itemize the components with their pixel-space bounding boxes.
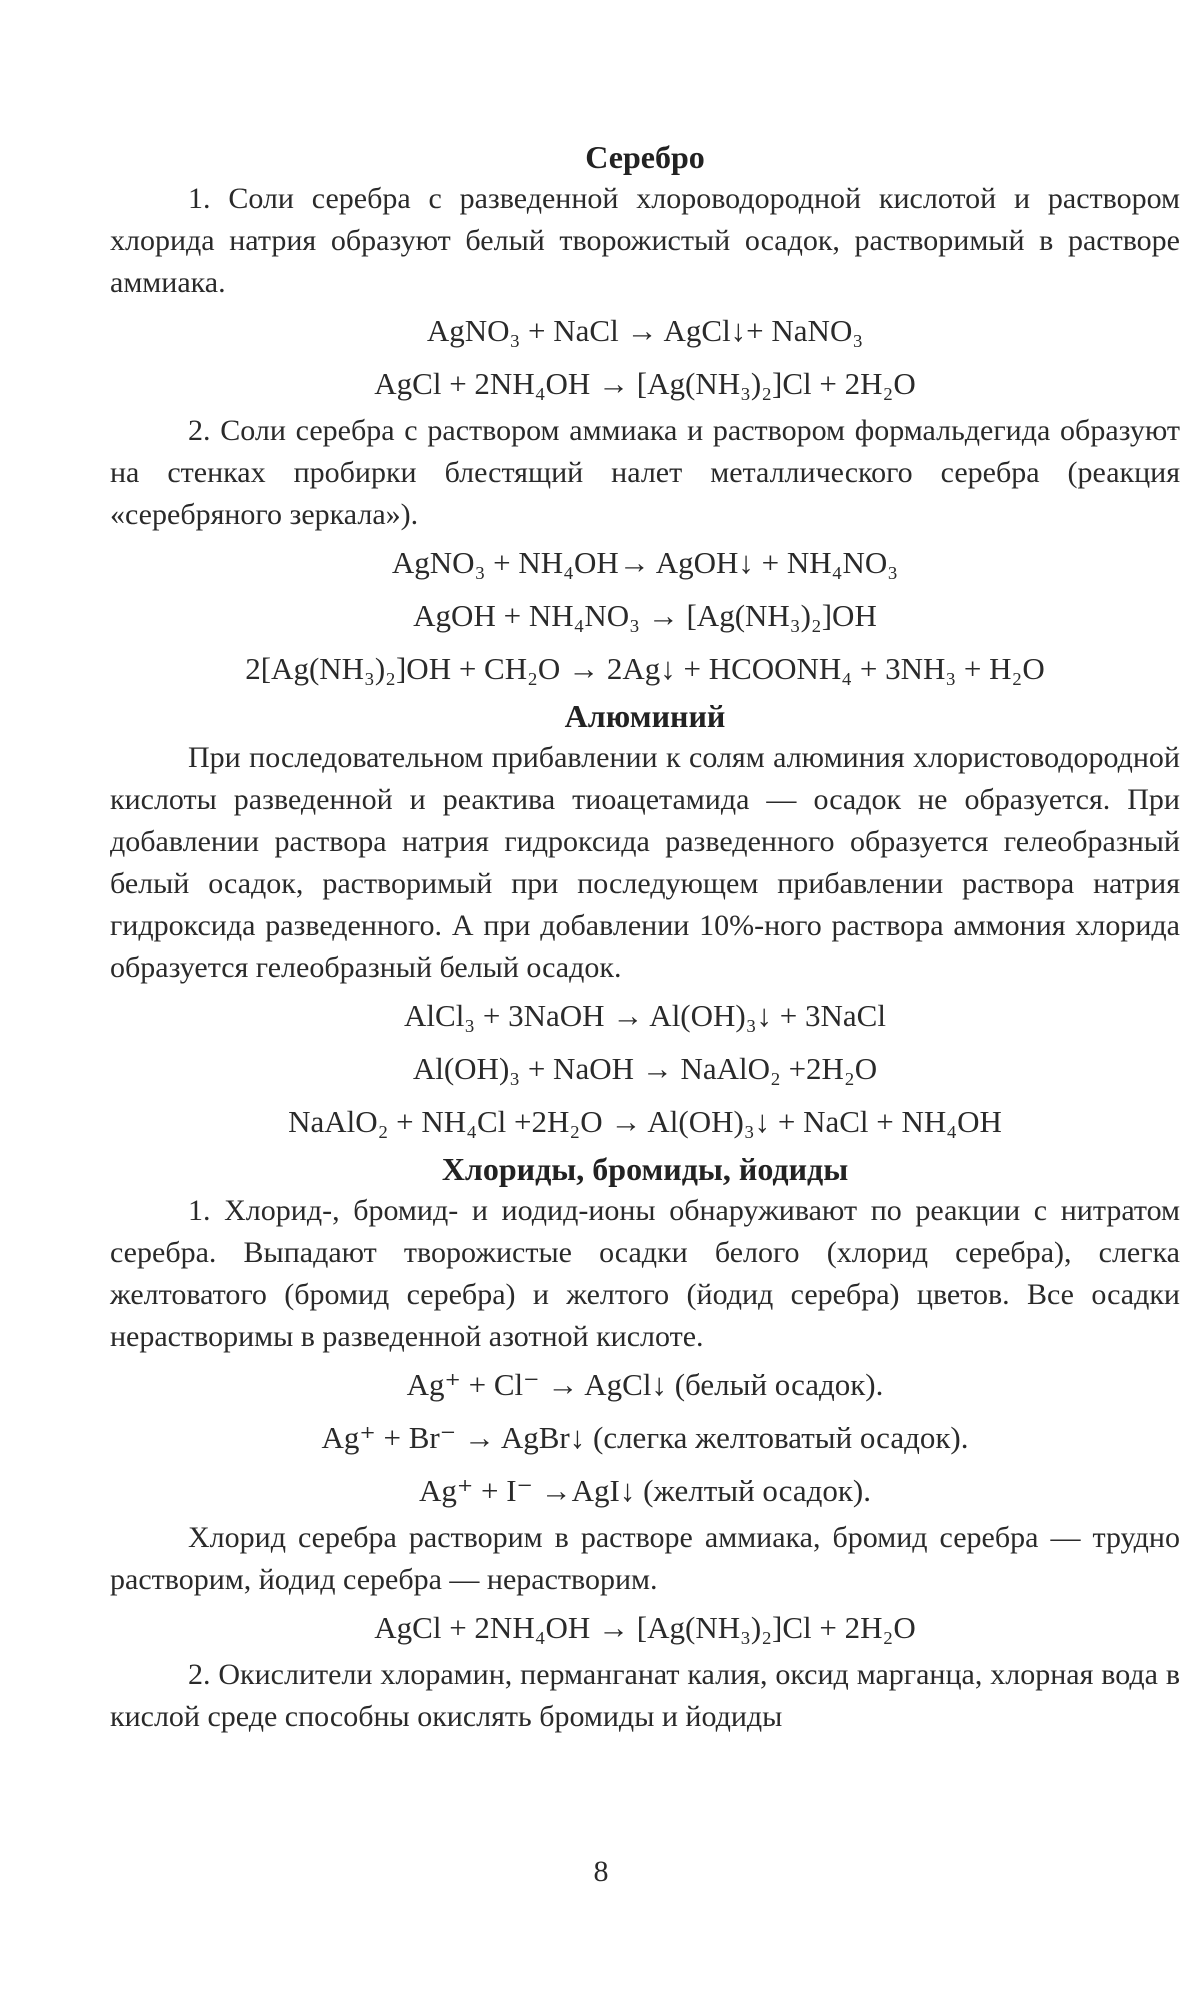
aluminum-equation-3: NaAlO₂ + NH₄Cl +2H₂O → Al(OH)₃↓ + NaCl + NH₄OH [288,1104,1002,1139]
heading-silver: Серебро [585,139,705,175]
silver-equation-4: AgOH + NH₄NO₃ → [Ag(NH₃)₂]OH [413,598,877,633]
silver-equation-2: AgCl + 2NH₄OH → [Ag(NH₃)₂]Cl + 2H₂O [374,366,916,401]
silver-paragraph-2: 2. Соли серебра с раствором аммиака и раствором формальдегида образуют на стенках пробирки блестящий налет металлического серебра (реакция «серебряного зеркала»). [110,414,1180,531]
halides-equation-2: Ag⁺ + Br⁻ → AgBr↓ (слегка желтоватый осадок). [321,1420,969,1455]
halides-equation-4: AgCl + 2NH₄OH → [Ag(NH₃)₂]Cl + 2H₂O [374,1610,916,1645]
page-content [110,136,1180,1738]
aluminum-equation-1: AlCl₃ + 3NaOH → Al(OH)₃↓ + 3NaCl [404,998,886,1033]
heading-halides: Хлориды, бромиды, йодиды [441,1151,849,1187]
silver-equation-1: AgNO₃ + NaCl → AgCl↓+ NaNO₃ [426,313,864,348]
page-number: 8 [593,1855,609,1888]
halides-paragraph-3: 2. Окислители хлорамин, перманганат калия, оксид марганца, хлорная вода в кислой среде способны окислять бромиды и йодиды [110,1658,1180,1733]
aluminum-equation-2: Al(OH)₃ + NaOH → NaAlO₂ +2H₂O [412,1051,878,1086]
silver-equation-5: 2[Ag(NH₃)₂]OH + CH₂O → 2Ag↓ + HCOONH₄ + 3NH₃ + H₂O [245,651,1045,686]
heading-aluminum: Алюминий [564,698,726,734]
aluminum-paragraph-1: При последовательном прибавлении к солям алюминия хлористоводородной кислоты разведенной и реактива тиоацетамида — осадок не образуется. При добавлении раствора натрия гидроксида разведенного образуется гелеобразный белый осадок, растворимый при последующем прибавлении раствора натрия гидроксида разведенного. А при добавлении 10%-ного раствора аммония хлорида образуется гелеобразный белый осадок. [110,741,1180,984]
halides-equation-3: Ag⁺ + I⁻ →AgI↓ (желтый осадок). [419,1473,871,1508]
halides-equation-1: Ag⁺ + Cl⁻ → AgCl↓ (белый осадок). [406,1367,884,1402]
silver-equation-3: AgNO₃ + NH₄OH→ AgOH↓ + NH₄NO₃ [391,545,899,580]
halides-paragraph-2: Хлорид серебра растворим в растворе аммиака, бромид серебра — трудно растворим, йодид серебра — нерастворим. [110,1521,1180,1596]
silver-paragraph-1: 1. Соли серебра с разведенной хлороводородной кислотой и раствором хлорида натрия образуют белый творожистый осадок, растворимый в растворе аммиака. [110,182,1180,299]
halides-paragraph-1: 1. Хлорид-, бромид- и иодид-ионы обнаруживают по реакции с нитратом серебра. Выпадают творожистые осадки белого (хлорид серебра), слегка желтоватого (бромид серебра) и желтого (йодид серебра) цветов. Все осадки нерастворимы в разведенной азотной кислоте. [110,1194,1180,1353]
